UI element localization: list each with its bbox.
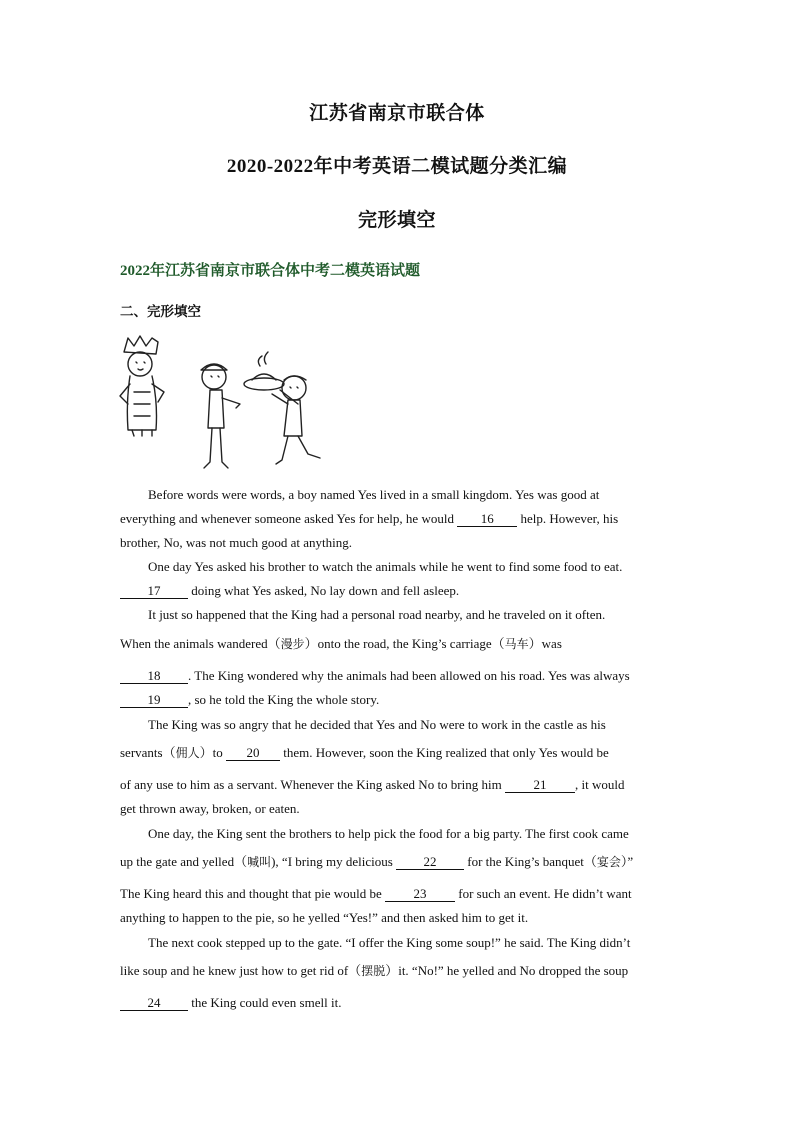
blank-18[interactable]: 18 <box>120 669 188 684</box>
text-segment: When the animals wandered（ <box>120 636 281 651</box>
text-segment: ), “I bring my delicious <box>271 854 397 869</box>
text-segment: everything and whenever someone asked Yes for help, he would <box>120 511 458 526</box>
passage-line <box>120 692 379 708</box>
gloss-banquet: 宴会 <box>596 855 621 869</box>
text-segment: servants（ <box>120 745 176 760</box>
text-segment: them. However, soon the King realized that only Yes would be <box>280 745 609 760</box>
passage-line <box>120 668 630 684</box>
passage-line <box>120 777 624 793</box>
passage-line: One day Yes asked his brother to watch the animals while he went to find some food to eat. <box>148 559 623 574</box>
text-segment: , it would <box>574 777 625 792</box>
exam-subtitle: 2022年江苏省南京市联合体中考二模英语试题 <box>120 263 421 279</box>
text-segment: the King could even smell it. <box>188 995 342 1010</box>
doc-title-line1: 江苏省南京市联合体 <box>309 103 485 124</box>
passage-line <box>120 963 628 979</box>
passage-line <box>120 886 632 902</box>
text-segment: ）onto the road, the King’s carriage（ <box>304 636 505 651</box>
text-segment: ）” <box>620 854 634 869</box>
gloss-carriage: 马车 <box>504 637 529 651</box>
blank-23[interactable]: 23 <box>385 887 455 902</box>
doc-title-line2: 2020-2022年中考英语二模试题分类汇编 <box>226 156 568 177</box>
passage-line <box>120 745 609 761</box>
gloss-yell: 喊叫 <box>247 855 272 869</box>
cartoon-illustration <box>112 332 342 477</box>
blank-21[interactable]: 21 <box>505 778 575 793</box>
gloss-get-rid-of: 摆脱 <box>361 964 386 978</box>
passage-line: One day, the King sent the brothers to help pick the food for a big party. The first cook came <box>148 826 629 841</box>
gloss-wander: 漫步 <box>280 637 305 651</box>
text-segment: , so he told the King the whole story. <box>188 692 380 707</box>
passage-line: The next cook stepped up to the gate. “I offer the King some soup!” he said. The King didn’t <box>148 935 631 950</box>
passage-line <box>120 636 562 652</box>
text-segment: like soup and he knew just how to get rid of（ <box>120 963 362 978</box>
text-segment: ）it. “No!” he yelled and No dropped the soup <box>385 963 629 978</box>
passage-line: It just so happened that the King had a personal road nearby, and he traveled on it often. <box>148 607 606 622</box>
text-segment: for such an event. He didn’t want <box>455 886 632 901</box>
boy-yes-figure <box>201 364 240 468</box>
passage-line <box>120 511 618 527</box>
gloss-servant: 佣人 <box>175 746 200 760</box>
passage-line: anything to happen to the pie, so he yelled “Yes!” and then asked him to get it. <box>120 910 529 925</box>
section-heading: 二、完形填空 <box>120 304 201 319</box>
text-segment: up the gate and yelled（ <box>120 854 248 869</box>
blank-17[interactable]: 17 <box>120 584 188 599</box>
text-segment: ）to <box>199 745 226 760</box>
king-figure <box>120 336 164 436</box>
text-segment: of any use to him as a servant. Whenever the King asked No to bring him <box>120 777 505 792</box>
passage-line: The King was so angry that he decided that Yes and No were to work in the castle as his <box>148 717 606 732</box>
blank-19[interactable]: 19 <box>120 693 188 708</box>
passage-line <box>120 854 633 870</box>
blank-16[interactable]: 16 <box>457 512 517 527</box>
passage-line <box>120 995 341 1011</box>
text-segment: for the King’s banquet（ <box>464 854 597 869</box>
blank-24[interactable]: 24 <box>120 996 188 1011</box>
passage-line: Before words were words, a boy named Yes lived in a small kingdom. Yes was good at <box>148 487 600 502</box>
text-segment: ）was <box>528 636 562 651</box>
food-plate-figure <box>244 352 284 390</box>
passage-line: get thrown away, broken, or eaten. <box>120 801 300 816</box>
text-segment: help. However, his <box>517 511 619 526</box>
blank-20[interactable]: 20 <box>226 746 280 761</box>
boy-no-figure <box>272 376 320 464</box>
text-segment: . The King wondered why the animals had been allowed on his road. Yes was always <box>188 668 630 683</box>
doc-title-line3: 完形填空 <box>357 210 436 231</box>
text-segment: The King heard this and thought that pie would be <box>120 886 386 901</box>
text-segment: doing what Yes asked, No lay down and fell asleep. <box>188 583 460 598</box>
blank-22[interactable]: 22 <box>396 855 464 870</box>
passage-line <box>120 583 459 599</box>
passage-line: brother, No, was not much good at anything. <box>120 535 352 550</box>
